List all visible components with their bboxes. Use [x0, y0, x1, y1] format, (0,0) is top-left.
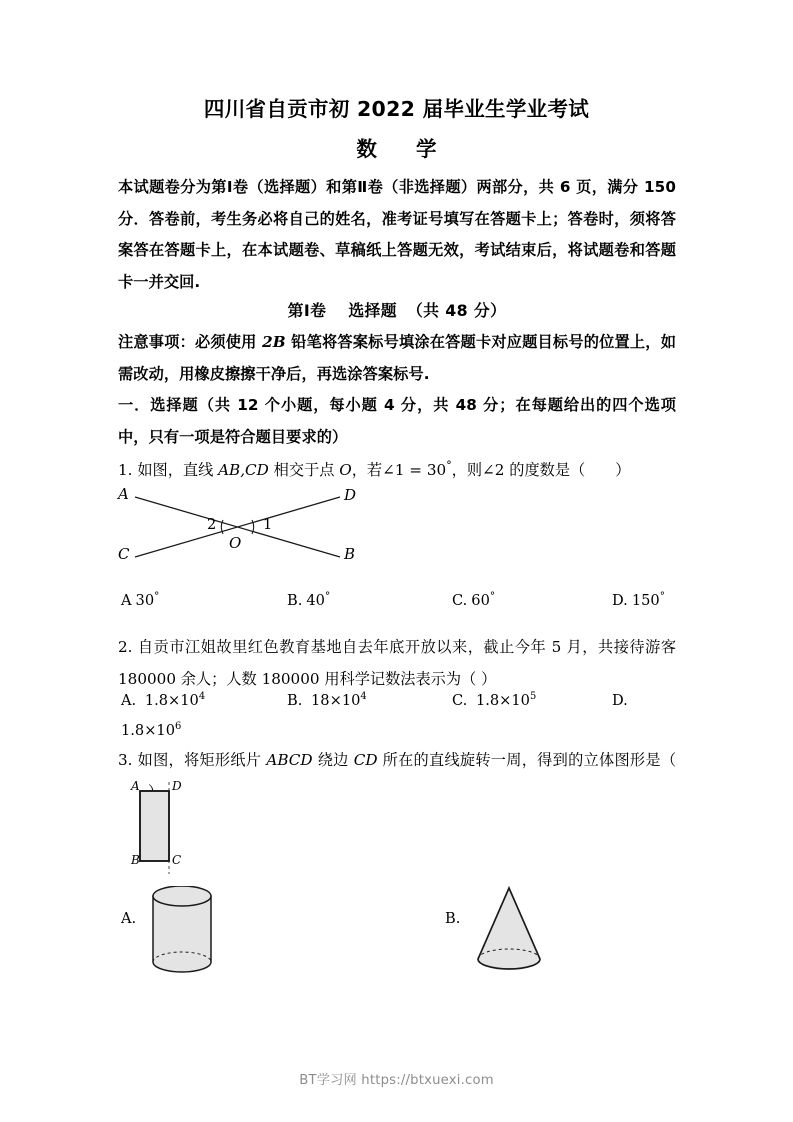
option-a-tag: A — [121, 592, 132, 609]
option-d-exponent: 6 — [175, 721, 182, 733]
question-3-stem — [118, 745, 676, 808]
option-b-unit: ° — [324, 590, 331, 603]
notice-paragraph — [118, 327, 676, 390]
question-1-option-b[interactable] — [287, 592, 330, 609]
vertex-label-d: D — [344, 486, 357, 504]
question-1-option-a[interactable] — [121, 592, 159, 609]
question-1-math-2: O — [339, 461, 352, 479]
question-2-option-c[interactable] — [452, 692, 536, 709]
question-1-text-2: 相交于点 — [268, 461, 340, 479]
rect-vertex-label-a: A — [131, 779, 140, 793]
option-c-tag: C. — [452, 592, 468, 609]
question-2-number: 2. — [118, 638, 133, 656]
option-c-exponent: 5 — [529, 691, 537, 703]
question-1-degree-symbol: ° — [446, 458, 452, 472]
section-part-label: 第Ⅰ卷 — [287, 301, 327, 320]
question-3-text-2: 绕边 — [312, 751, 354, 769]
option-a-tag: A. — [121, 692, 137, 709]
exam-instructions-paragraph: 本试题卷分为第Ⅰ卷（选择题）和第Ⅱ卷（非选择题）两部分，共 6 页，满分 150 分．答卷前，考生务必将自己的姓名，准考证号填写在答题卡上；答卷时，须将答案答在答题卡上，在本试题卷、草稿纸上答题无效，考试结束后，将试题卷和答题卡一并交回. — [118, 178, 676, 291]
question-3-option-a-tag[interactable]: A. — [121, 910, 137, 927]
vertex-label-c: C — [118, 545, 130, 563]
rect-vertex-label-c: C — [172, 853, 182, 867]
option-d-tag: D. — [612, 592, 628, 609]
question-1-stem — [118, 455, 676, 487]
question-1-figure — [118, 484, 368, 570]
option-c-tag: C. — [452, 692, 468, 709]
cone-icon — [468, 884, 550, 978]
question-1-option-c[interactable] — [452, 592, 495, 609]
cylinder-body — [153, 896, 211, 972]
option-c-mantissa: 1.8×10 — [475, 692, 530, 709]
option-a-value: 30 — [135, 592, 155, 609]
multiple-choice-instruction: 一．选择题（共 12 个小题，每小题 4 分，共 48 分；在每题给出的四个选项中，只有一项是符合题目要求的） — [118, 396, 676, 446]
cone-body — [478, 888, 540, 969]
question-3-number: 3. — [118, 751, 133, 769]
angle-2-label: 2 — [207, 516, 217, 533]
question-1-text-1: 如图，直线 — [137, 461, 219, 479]
notice-text-before: 注意事项：必须使用 — [118, 333, 263, 351]
question-2-options — [118, 692, 676, 718]
question-2-text: 自贡市江姐故里红色教育基地自去年底开放以来，截止今年 5 月，共接待游客 180000 余人；人数 180000 用科学记数法表示为（ ） — [118, 638, 677, 688]
option-a-exponent: 4 — [198, 691, 206, 703]
question-2-stem — [118, 632, 676, 695]
page-title: 四川省自贡市初 2022 届毕业生学业考试 — [203, 97, 590, 121]
question-3-option-b-cone[interactable] — [468, 884, 550, 978]
option-d-mantissa: 1.8×10 — [121, 722, 176, 739]
option-b-exponent: 4 — [360, 691, 367, 703]
option-c-unit: ° — [489, 590, 496, 603]
question-3-text-1: 如图，将矩形纸片 — [137, 751, 267, 769]
option-b-value: 40 — [306, 592, 325, 609]
question-3-option-b-tag[interactable]: B. — [445, 910, 461, 927]
section-type-label: 选择题 — [348, 301, 397, 320]
option-d-wrapped-value — [121, 722, 181, 739]
question-1-text-5: ） — [615, 461, 631, 479]
question-1-text-3: ，若∠1 = 30 — [351, 461, 447, 479]
question-1-text-4: ，则∠2 的度数是（ — [451, 461, 586, 479]
option-b-tag: B. — [287, 592, 303, 609]
vertex-label-o: O — [229, 534, 242, 552]
notice-text-after: 铅笔将答案标号填涂在答题卡对应题目标号的位置上，如需改动，用橡皮擦擦干净后，再选涂答案标号. — [118, 333, 676, 383]
section-score-label: （共 48 分） — [406, 301, 507, 320]
rect-vertex-label-d: D — [172, 779, 182, 793]
option-a-mantissa: 1.8×10 — [144, 692, 199, 709]
angle-1-label: 1 — [263, 516, 273, 533]
cylinder-icon — [145, 886, 227, 978]
rectangle-abcd — [140, 791, 169, 861]
question-2-option-a[interactable] — [121, 692, 205, 709]
option-a-unit: ° — [154, 590, 160, 603]
question-2-option-b[interactable] — [287, 692, 367, 709]
option-c-value: 60 — [471, 592, 490, 609]
option-b-mantissa: 18×10 — [311, 692, 361, 709]
option-d-tag: D. — [612, 692, 628, 709]
question-3-math-1: ABCD — [266, 751, 313, 769]
question-3-figure — [128, 779, 198, 874]
notice-pencil-type: 2B — [262, 333, 286, 351]
option-d-unit: ° — [659, 590, 665, 603]
subject-title: 数 学 — [356, 137, 453, 161]
question-3-math-2: CD — [353, 751, 378, 769]
vertex-label-b: B — [344, 545, 356, 563]
question-1-options — [118, 592, 676, 618]
vertex-label-a: A — [118, 485, 129, 503]
rect-vertex-label-b: B — [131, 853, 140, 867]
footer-watermark: BT学习网 https://btxuexi.com — [299, 1073, 494, 1088]
intersecting-lines-diagram — [118, 484, 368, 570]
question-1-math-1: AB,CD — [218, 461, 269, 479]
option-d-value: 150 — [631, 592, 660, 609]
question-3-option-a-cylinder[interactable] — [145, 886, 227, 978]
option-b-tag: B. — [287, 692, 303, 709]
question-2-option-d[interactable] — [612, 692, 632, 709]
section-one-heading — [118, 295, 676, 327]
question-3-text-3: 所在的直线旋转一周，得到的立体图形是（ — [377, 751, 677, 769]
question-1-number: 1. — [118, 461, 133, 479]
question-1-option-d[interactable] — [612, 592, 665, 609]
